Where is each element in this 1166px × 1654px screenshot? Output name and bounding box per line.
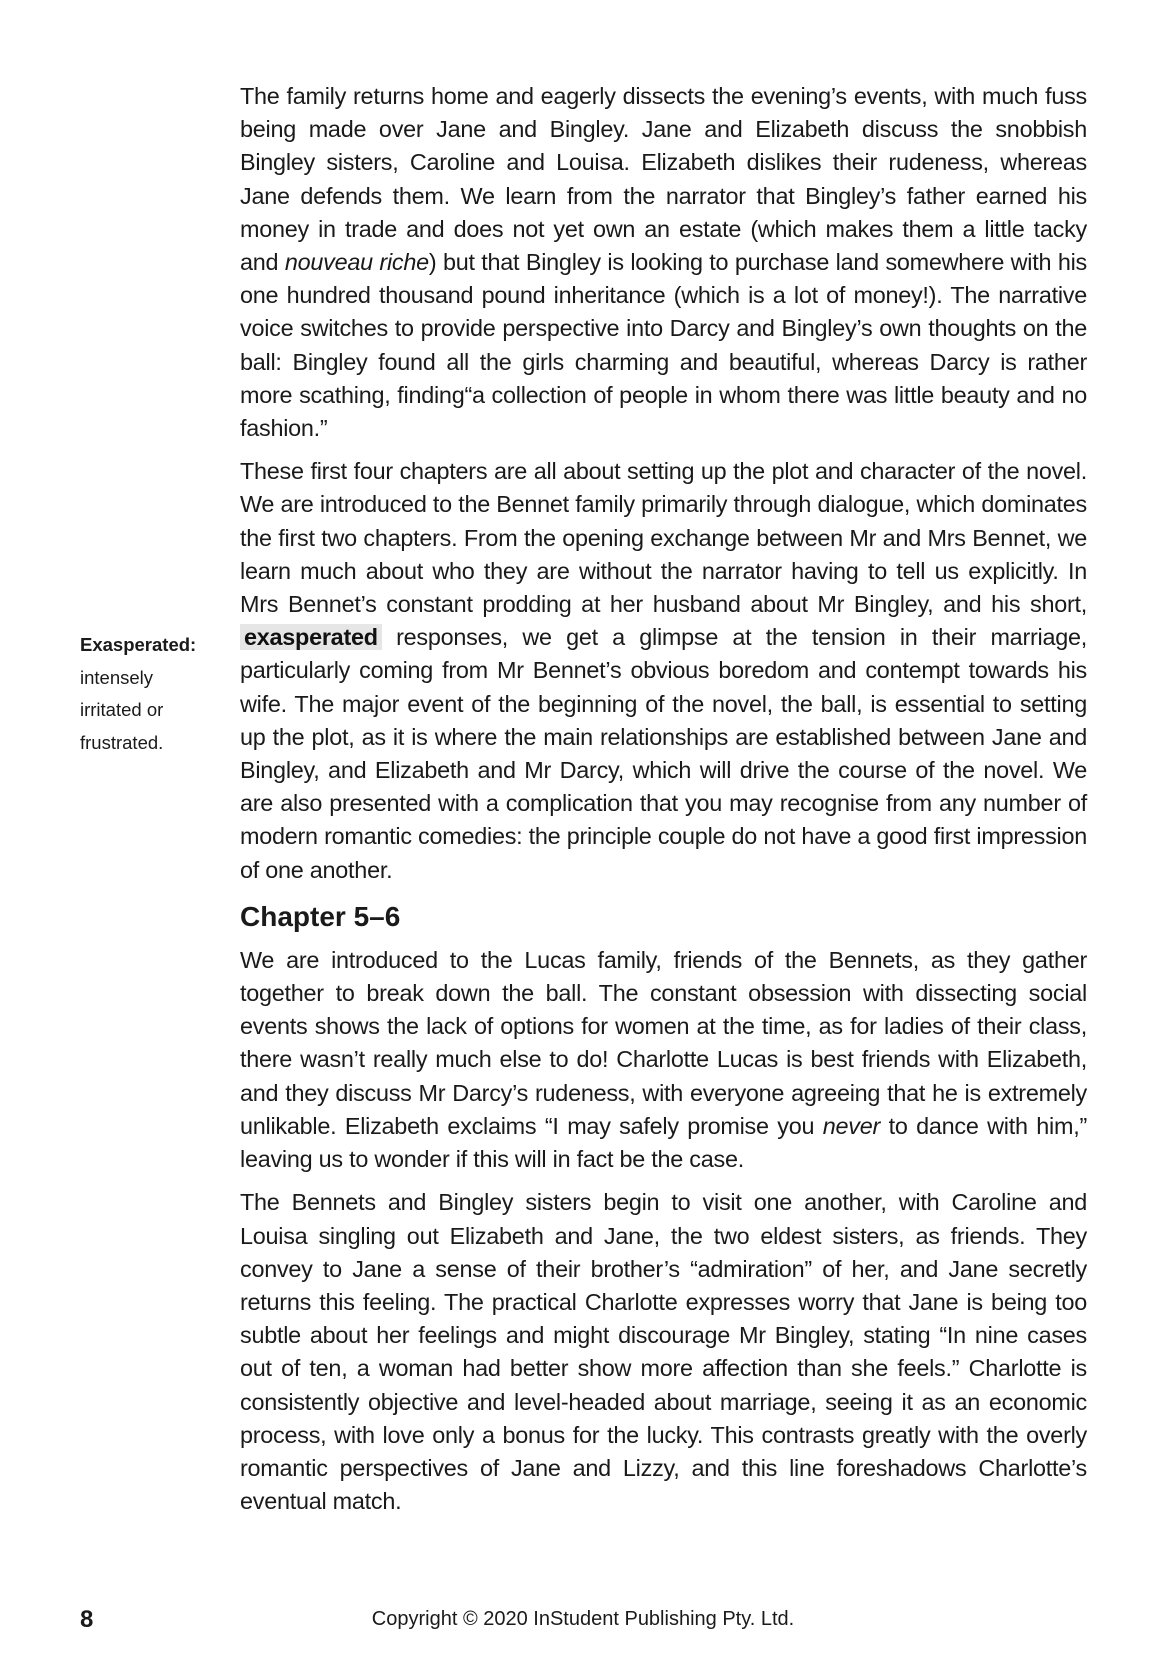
- paragraph-3-italic: never: [822, 1112, 881, 1139]
- paragraph-3: [240, 944, 1087, 1176]
- glossary-sidenote: [80, 629, 220, 759]
- paragraph-2: [240, 455, 1087, 887]
- paragraph-1: [240, 80, 1087, 445]
- glossary-term-highlight: exasperated: [240, 624, 382, 650]
- chapter-heading: Chapter 5–6: [240, 900, 401, 932]
- paragraph-3-text-b: to dance with him,” leaving us to wonder if this will in fact be the case.: [240, 1112, 1087, 1173]
- page-footer: [0, 1606, 1166, 1636]
- page-number: 8: [80, 1606, 94, 1633]
- paragraph-2-text-b: responses, we get a glimpse at the tension in their marriage, particularly coming from Mr Bennet’s obvious boredom and contempt towards his wife. The major event of the beginning of the novel, the ball, is essential to setting up the plot, as it is where the main relationships are established between Jane and Bingley, and Elizabeth and Mr Darcy, which will drive the course of the novel. We are also presented with a complication that you may recognise from any number of modern romantic comedies: the principle couple do not have a good first impression of one another.: [240, 624, 1087, 883]
- copyright-notice: Copyright © 2020 InStudent Publishing Pty. Ltd.: [371, 1608, 795, 1630]
- paragraph-1-text-a: The family returns home and eagerly dissects the evening’s events, with much fuss being made over Jane and Bingley. Jane and Elizabeth discuss the snobbish Bingley sisters, Caroline and Louisa. Elizabeth dislikes their rudeness, whereas Jane defends them. We learn from the narrator that Bingley’s father earned his money in trade and does not yet own an estate (which makes them a little tacky and: [240, 83, 1087, 276]
- paragraph-2-text-a: These first four chapters are all about setting up the plot and character of the novel. We are introduced to the Bennet family primarily through dialogue, which dominates the first two chapters. From the opening exchange between Mr and Mrs Bennet, we learn much about who they are without the narrator having to tell us explicitly. In Mrs Bennet’s constant prodding at her husband about Mr Bingley, and his short,: [240, 458, 1087, 618]
- paragraph-1-text-b: ) but that Bingley is looking to purchase land somewhere with his one hundred thousand pound inheritance (which is a lot of money!). The narrative voice switches to provide perspective into Darcy and Bingley’s own thoughts on the ball: Bingley found all the girls charming and beautiful, whereas Darcy is rather more scathing, finding“a collection of people in whom there was little beauty and no fashion.”: [240, 249, 1087, 442]
- main-text-column: [240, 80, 1087, 1528]
- glossary-definition: intensely irritated or frustrated.: [80, 666, 164, 753]
- paragraph-3-text-a: We are introduced to the Lucas family, friends of the Bennets, as they gather together to break down the ball. The constant obsession with dissecting social events shows the lack of options for women at the time, as for ladies of their class, there wasn’t really much else to do! Charlotte Lucas is best friends with Elizabeth, and they discuss Mr Darcy’s rudeness, with everyone agreeing that he is extremely unlikable. Elizabeth exclaims “I may safely promise you: [240, 946, 1087, 1139]
- glossary-term: Exasperated:: [80, 634, 197, 655]
- paragraph-1-italic: nouveau riche: [284, 249, 429, 276]
- paragraph-4: The Bennets and Bingley sisters begin to visit one another, with Caroline and Louisa singling out Elizabeth and Jane, the two eldest sisters, as friends. They convey to Jane a sense of their brother’s “admiration” of her, and Jane secretly returns this feeling. The practical Charlotte expresses worry that Jane is being too subtle about her feelings and might discourage Mr Bingley, stating “In nine cases out of ten, a woman had better show more affection than she feels.” Charlotte is consistently objective and level-headed about marriage, seeing it as an economic process, with love only a bonus for the lucky. This contrasts greatly with the overly romantic perspectives of Jane and Lizzy, and this line foreshadows Charlotte’s eventual match.: [240, 1189, 1087, 1515]
